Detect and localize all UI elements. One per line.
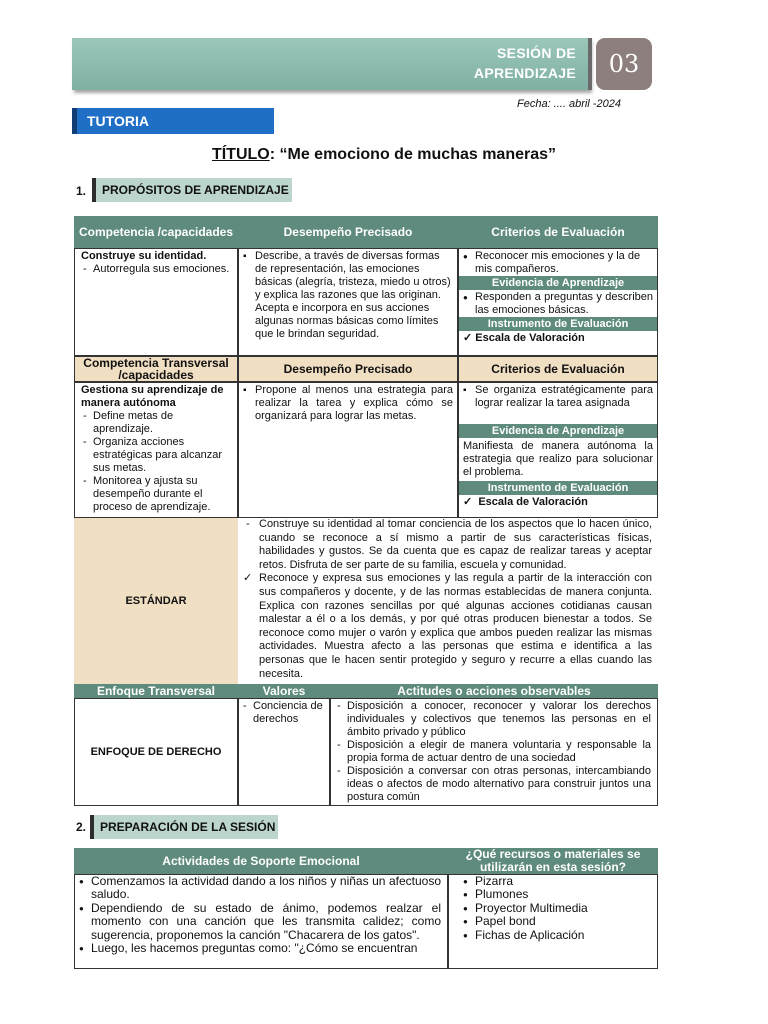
competencia-transversal-capacidades	[81, 410, 231, 514]
header-desempeno: Desempeño Precisado	[238, 216, 458, 248]
recurso-item: ● Fichas de Aplicación	[463, 929, 653, 942]
session-title	[474, 43, 576, 83]
estandar-paragraph-2	[242, 572, 652, 681]
valores-cell	[238, 698, 330, 806]
desempeno-2-cell	[238, 382, 458, 518]
actividad-item: ● Dependiendo de su estado de ánimo, podemos realzar el momento con una canción que les transmita calidez; como sugerencia, proponemos la canción "Chacarera de los gatos".	[79, 902, 441, 942]
check-icon: ✓	[243, 572, 253, 585]
capacidad-item: - Monitorea y ajusta su desempeño durante el proceso de aprendizaje.	[81, 475, 231, 514]
recurso-item: ● Plumones	[463, 888, 653, 901]
header-valores: Valores	[238, 684, 330, 698]
session-banner	[72, 38, 590, 90]
actitud-item: - Disposición a conocer, reconocer y valorar los derechos individuales y colectivos que tenemos las personas en el ámbito privado y público	[335, 700, 651, 739]
session-title-line1: SESIÓN DE	[497, 45, 576, 61]
competencia-transversal-cell	[74, 382, 238, 518]
capacidad-item: - Organiza acciones estratégicas para alcanzar sus metas.	[81, 436, 231, 475]
header-competencia-transversal: Competencia Transversal /capacidades	[74, 356, 238, 382]
criterios-cell	[458, 248, 658, 356]
header-actitudes: Actitudes o acciones observables	[330, 684, 658, 698]
valor-text: - Conciencia de derechos	[241, 700, 327, 726]
session-number: 03	[596, 38, 652, 90]
instrumento-2-text	[463, 496, 588, 509]
criterios-2-cell	[458, 382, 658, 518]
instrumento-header: Instrumento de Evaluación	[459, 317, 657, 331]
competencia-capacidades	[81, 263, 231, 276]
estandar-paragraph-1	[242, 518, 652, 572]
actividad-item: ● Comenzamos la actividad dando a los niños y niñas un afectuoso saludo.	[79, 875, 441, 902]
criterio-text: ● Reconocer mis emociones y la de mis compañeros.	[463, 250, 653, 276]
evidencia-2-text: Manifiesta de manera autónoma la estrategia que realizo para solucionar el problema.	[463, 440, 653, 478]
session-title-line2: APRENDIZAJE	[473, 65, 576, 81]
competencia-cell	[74, 248, 238, 356]
header-enfoque: Enfoque Transversal	[74, 684, 238, 698]
recurso-item: ● Proyector Multimedia	[463, 902, 653, 915]
instrumento-2-header: Instrumento de Evaluación	[459, 481, 657, 495]
competencia-title: Construye su identidad.	[81, 250, 207, 262]
evidencia-header: Evidencia de Aprendizaje	[459, 276, 657, 290]
dash-icon: -	[246, 518, 250, 530]
area-label: TUTORIA	[72, 108, 274, 134]
section2-number: 2.	[76, 820, 87, 834]
check-icon: ✓	[463, 332, 473, 344]
estandar-label: ESTÁNDAR	[74, 518, 238, 684]
actividad-item: ● Luego, les hacemos preguntas como: "¿Cómo se encuentran	[79, 942, 441, 955]
actitud-item: - Disposición a elegir de manera voluntaria y responsable la propia forma de actuar dentro de una sociedad	[335, 739, 651, 765]
section1-number: 1.	[76, 184, 87, 198]
capacidad-item: - Define metas de aprendizaje.	[81, 410, 231, 436]
title-label: TÍTULO	[211, 146, 270, 163]
capacidad-item: - Autorregula sus emociones.	[81, 263, 231, 276]
instrumento-text	[463, 332, 585, 345]
evidencia-text: ● Responden a preguntas y describen las emociones básicas.	[463, 291, 653, 317]
header-actividades: Actividades de Soporte Emocional	[74, 848, 448, 874]
desempeno-text: ▪ Describe, a través de diversas formas de representación, las emociones básicas (alegría, tristeza, miedo u otros) y explica las razones que las originan. Acepta e incorpora en sus acciones algunas normas básicas como límites que le brindan seguridad.	[243, 250, 453, 341]
actividades-cell	[74, 874, 448, 969]
enfoque-cell: ENFOQUE DE DERECHO	[74, 698, 238, 806]
header-desempeno-2: Desempeño Precisado	[238, 356, 458, 382]
check-icon: ✓	[463, 496, 473, 508]
banner-divider	[588, 38, 592, 90]
instrumento-value: Escala de Valoración	[475, 332, 585, 344]
desempeno-cell	[238, 248, 458, 356]
competencia-transversal-title: Gestiona su aprendizaje de manera autónoma	[81, 384, 224, 409]
instrumento-2-value: Escala de Valoración	[478, 496, 588, 508]
actitudes-cell	[330, 698, 658, 806]
recurso-item: ● Pizarra	[463, 875, 653, 888]
header-criterios-2: Criterios de Evaluación	[458, 356, 658, 382]
desempeno-2-text: ▪ Propone al menos una estrategia para realizar la tarea y explica cómo se organizará para lograr las metas.	[243, 384, 453, 423]
recursos-cell	[448, 874, 658, 969]
criterio-2-text: ▪ Se organiza estratégicamente para lograr realizar la tarea asignada	[463, 384, 653, 410]
estandar-cell	[238, 518, 658, 684]
title-text: : “Me emociono de muchas maneras”	[269, 146, 557, 163]
date-text: Fecha: .... abril -2024	[517, 98, 621, 110]
header-competencia: Competencia /capacidades	[74, 216, 238, 248]
page-title	[0, 146, 768, 164]
recurso-item: ● Papel bond	[463, 915, 653, 928]
estandar-p2-text: Reconoce y expresa sus emociones y las regula a partir de la interacción con sus compañeros y docente, y de las normas establecidas de manera conjunta. Explica con razones sencillas por qué algunas acciones cotidianas causan malestar a él o a los demás, y por qué otras producen bienestar a todos. Se reconoce como mujer o varón y explica que ambos pueden realizar las mismas actividades. Muestra afecto a las personas que estima e identifica a las personas que le hacen sentir protegido y seguro y recurre a ellas cuando las necesita.	[259, 572, 652, 680]
evidencia-2-header: Evidencia de Aprendizaje	[459, 424, 657, 438]
estandar-p1-text: Construye su identidad al tomar conciencia de los aspectos que lo hacen único, cuando se reconoce a sí mismo a partir de sus características físicas, habilidades y gustos. Se da cuenta que es capaz de realizar tareas y aceptar retos. Disfruta de ser parte de su familia, escuela y comunidad.	[259, 518, 652, 571]
header-recursos: ¿Qué recursos o materiales se utilizarán en esta sesión?	[448, 848, 658, 874]
section1-title: PROPÓSITOS DE APRENDIZAJE	[92, 178, 292, 202]
header-criterios: Criterios de Evaluación	[458, 216, 658, 248]
section2-title: PREPARACIÓN DE LA SESIÓN	[90, 815, 278, 839]
actitud-item: - Disposición a conversar con otras personas, intercambiando ideas o afectos de modo alternativo para construir juntos una postura común	[335, 765, 651, 804]
